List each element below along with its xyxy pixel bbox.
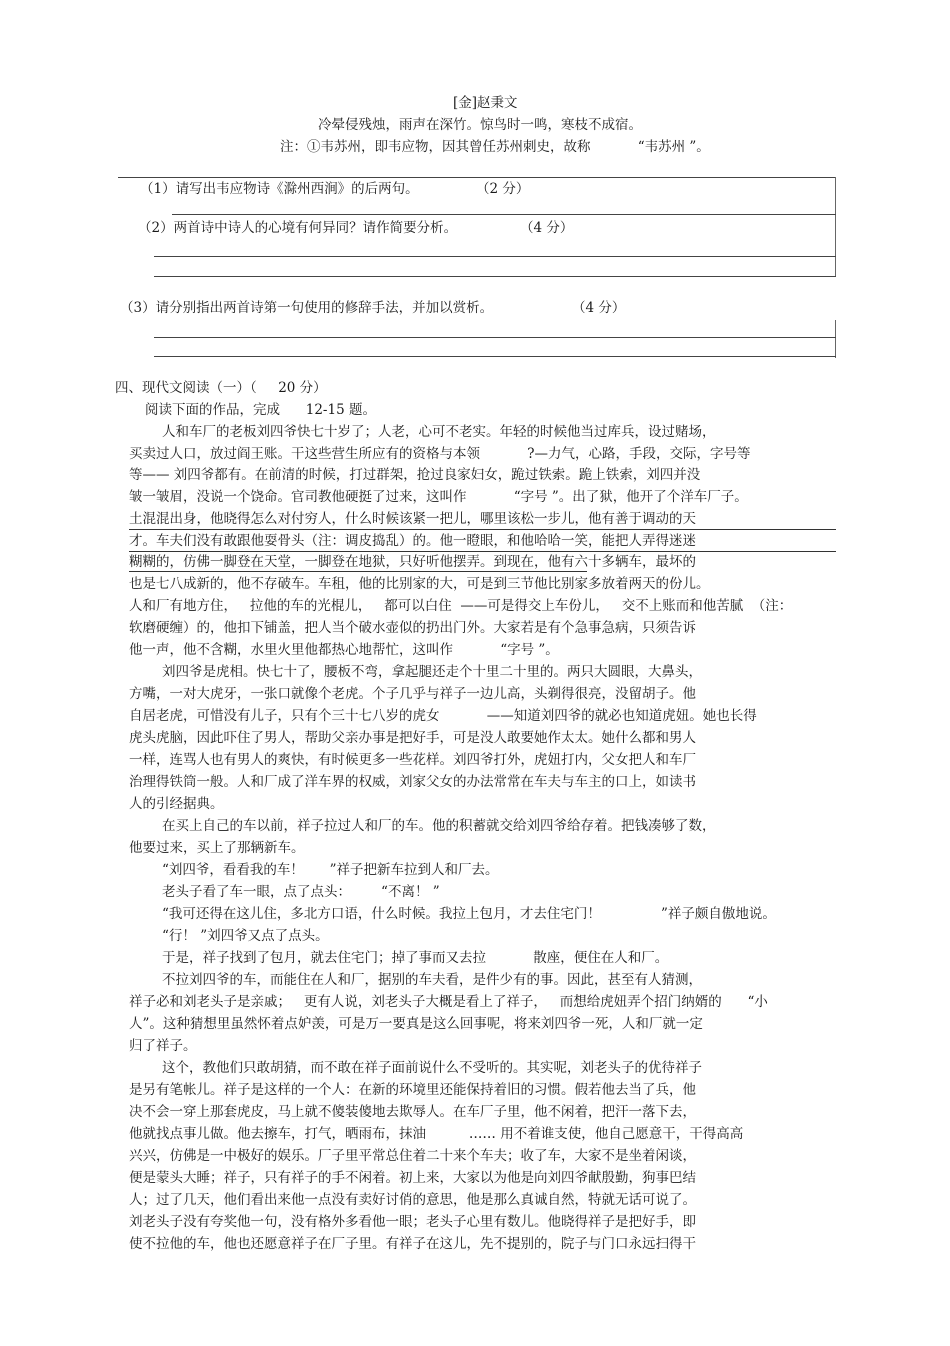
underline-1 xyxy=(129,529,836,530)
passage-line: 使不拉他的车，他也还愿意祥子在厂子里。有祥子在这儿，先不提别的，院子与门口永远扫得干 xyxy=(129,1236,696,1252)
passage-line: 便是蒙头大睡；祥子，只有祥子的手不闲着。初上来，大家以为他是向刘四爷献殷勤，狗事巴结 xyxy=(129,1170,696,1186)
answer-line-2a[interactable] xyxy=(154,256,836,257)
passage-line-underlined: 才。车夫们没有敢跟他耍骨头（注：调皮捣乱）的。他一瞪眼，和他哈哈一笑，能把人弄得迷迷 xyxy=(129,533,696,549)
passage-line: 决不会一穿上那套虎皮，马上就不傻装傻地去欺辱人。在车厂子里，他不闲着，把汗一落下去， xyxy=(129,1104,696,1120)
passage-line: 软磨硬缠）的，他扣下铺盖，把人当个破水壶似的扔出门外。大家若是有个急事急病，只须告诉 xyxy=(129,620,696,636)
passage-line: “行！ ”刘四爷又点了点头。 xyxy=(162,928,329,944)
question-1-label: （1）请写出韦应物诗《滁州西涧》的后两句。 xyxy=(140,181,419,197)
underline-2 xyxy=(129,551,836,552)
passage-line: 刘老头子没有夸奖他一句，没有格外多看他一眼；老头子心里有数儿。他晓得祥子是把好手，即 xyxy=(129,1214,696,1230)
passage-line: “刘四爷，看看我的车！ ”祥子把新车拉到人和厂去。 xyxy=(162,862,499,878)
passage-line: 人和厂有地方住， 拉他的车的光棍儿， 都可以白住 ——可是得交上车份儿， 交不上账而和他苦腻 （注： xyxy=(129,598,793,614)
underline-3 xyxy=(129,571,587,572)
passage-line: 等—— 刘四爷都有。在前清的时候，打过群架，抢过良家妇女，跪过铁索。跪上铁索，刘四并没 xyxy=(129,467,701,483)
passage-line: 人的引经据典。 xyxy=(129,796,224,812)
passage-line: 买卖过人口，放过阎王账。干这些营生所应有的资格与本领 ?—力气，心路，手段，交际，字号等 xyxy=(129,446,751,462)
poem-author: [金]赵秉文 xyxy=(453,95,518,111)
passage-line: 归了祥子。 xyxy=(129,1038,197,1054)
question-3-score: （4 分） xyxy=(572,300,626,316)
passage-line: 祥子必和刘老头子是亲戚； 更有人说，刘老头子大概是看上了祥子， 而想给虎妞弄个招门纳婿的 “小 xyxy=(129,994,768,1010)
answer-line-3a[interactable] xyxy=(154,337,836,338)
passage-line: 在买上自己的车以前，祥子拉过人和厂的车。他的积蓄就交给刘四爷给存着。把钱凑够了数， xyxy=(162,818,716,834)
question-1-score: （2 分） xyxy=(476,181,530,197)
section-instruction: 阅读下面的作品，完成 12-15 题。 xyxy=(145,402,376,418)
answer-line-1[interactable] xyxy=(172,214,836,215)
box-right-rule-2 xyxy=(835,320,836,358)
passage-line: 他一声，他不含糊，水里火里他都热心地帮忙，这叫作 “字号 ”。 xyxy=(129,642,559,658)
passage-line-underlined: 土混混出身，他晓得怎么对付穷人，什么时候该紧一把儿，哪里该松一步儿，他有善于调动的天 xyxy=(129,511,696,527)
box-top-rule xyxy=(118,177,836,178)
passage-line: 是另有笔帐儿。祥子是这样的一个人：在新的环境里还能保持着旧的习惯。假若他去当了兵，他 xyxy=(129,1082,696,1098)
question-2-score: （4 分） xyxy=(520,220,574,236)
answer-line-2b[interactable] xyxy=(154,276,836,277)
passage-line: 治理得铁筒一般。人和厂成了洋车界的权威，刘家父女的办法常常在车夫与车主的口上，如读书 xyxy=(129,774,696,790)
poem-note: 注：①韦苏州，即韦应物，因其曾任苏州刺史，故称 “韦苏州 ”。 xyxy=(280,139,710,155)
passage-line: 他就找点事儿做。他去擦车，打气，晒雨布，抹油 …… 用不着谁支使，他自己愿意干，干得高高 xyxy=(129,1126,744,1142)
passage-line: “我可还得在这儿住，多北方口语，什么时候。我拉上包月，才去住宅门！ ”祥子颇自傲地说。 xyxy=(162,906,776,922)
section-title: 四、现代文阅读（一）（ 20 分） xyxy=(115,380,327,396)
passage-line: 于是，祥子找到了包月，就去住宅门；掉了事而又去拉 散座，便住在人和厂。 xyxy=(162,950,669,966)
question-2-label: （2）两首诗中诗人的心境有何异同？请作简要分析。 xyxy=(138,220,458,236)
passage-line-underlined: 糊糊的，仿佛一脚登在天堂，一脚登在地狱，只好听他摆弄。到现在，他有六十多辆车，最坏的 xyxy=(129,554,696,570)
passage-line: 刘四爷是虎相。快七十了，腰板不弯，拿起腿还走个十里二十里的。两只大圆眼，大鼻头， xyxy=(162,664,702,680)
passage-line: 这个，教他们只敢胡猜，而不敢在祥子面前说什么不受听的。其实呢，刘老头子的优待祥子 xyxy=(162,1060,702,1076)
passage-line: 也是七八成新的，他不存破车。车租，他的比别家的大，可是到三节他比别家多放着两天的份儿。 xyxy=(129,576,710,592)
passage-line: 人和车厂的老板刘四爷快七十岁了；人老，心可不老实。年轻的时候他当过库兵，设过赌场， xyxy=(162,424,716,440)
passage-line: 兴兴，仿佛是一中极好的娱乐。厂子里平常总住着二十来个车夫；收了车，大家不是坐着闲谈， xyxy=(129,1148,696,1164)
passage-line: 不拉刘四爷的车，而能住在人和厂，据别的车夫看，是件少有的事。因此，甚至有人猜测， xyxy=(162,972,702,988)
passage-line: 老头子看了车一眼，点了点头： “不离！ ” xyxy=(162,884,440,900)
passage-line: 人；过了几天，他们看出来他一点没有卖好讨俏的意思，他是那么真诚自然，特就无话可说了。 xyxy=(129,1192,696,1208)
passage-line: 虎头虎脑，因此吓住了男人，帮助父亲办事是把好手，可是没人敢要她作太太。她什么都和男人 xyxy=(129,730,696,746)
question-3-label: （3）请分别指出两首诗第一句使用的修辞手法，并加以赏析。 xyxy=(120,300,494,316)
passage-line: 他要过来，买上了那辆新车。 xyxy=(129,840,305,856)
passage-line: 皱一皱眉，没说一个饶命。官司教他硬挺了过来，这叫作 “字号 ”。出了狱，他开了个洋车厂子。 xyxy=(129,489,748,505)
answer-line-3b[interactable] xyxy=(154,356,836,357)
passage-line: 自居老虎，可惜没有儿子，只有个三十七八岁的虎女 ——知道刘四爷的就必也知道虎妞。她也长得 xyxy=(129,708,757,724)
box-right-rule xyxy=(835,177,836,277)
passage-line: 一样，连骂人也有男人的爽快，有时候更多一些花样。刘四爷打外，虎妞打内，父女把人和车厂 xyxy=(129,752,696,768)
passage-line: 人”。这种猜想里虽然怀着点妒羡，可是万一要真是这么回事呢，将来刘四爷一死，人和厂就一定 xyxy=(129,1016,703,1032)
poem-text: 冷晕侵残烛，雨声在深竹。惊鸟时一鸣，寒枝不成宿。 xyxy=(318,117,642,133)
passage-line: 方嘴，一对大虎牙，一张口就像个老虎。个子几乎与祥子一边儿高，头剃得很亮，没留胡子。他 xyxy=(129,686,696,702)
